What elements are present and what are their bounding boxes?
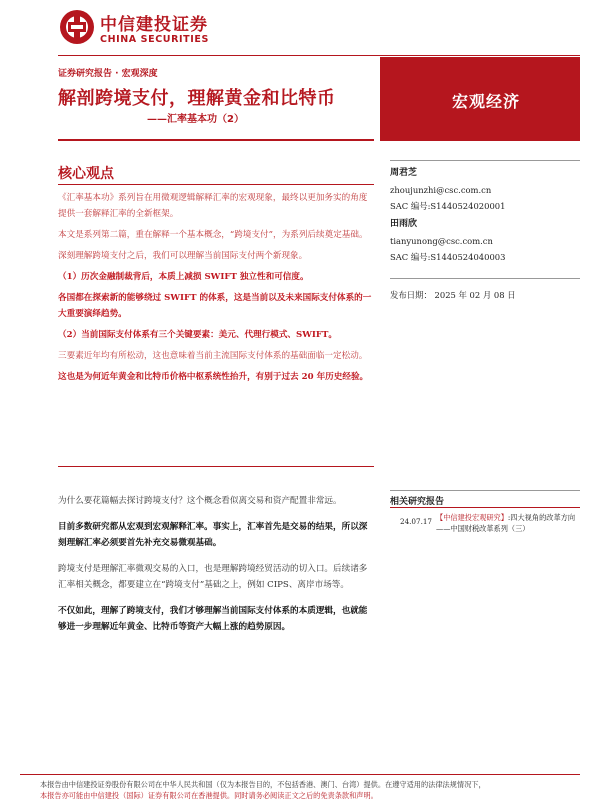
core-paragraph: （1）历次金融制裁背后，本质上减损 SWIFT 独立性和可信度。 xyxy=(58,272,309,282)
publish-date-label: 发布日期： xyxy=(390,290,432,300)
core-view-section xyxy=(58,190,374,390)
related-item-text: :四大视角的改革方向——中国财税改革系列（三） xyxy=(436,513,576,533)
related-item-date: 24.07.17 xyxy=(400,517,433,526)
analyst-bottom-divider xyxy=(390,278,580,279)
core-paragraph: 本文是系列第二篇，重在解释一个基本概念，“跨境支付”，为系列后续奠定基础。 xyxy=(58,230,368,240)
body-paragraph: 不仅如此，理解了跨境支付，我们才够理解当前国际支付体系的本质逻辑，也就能够进一步理解近年黄金、比特币等资产大幅上涨的趋势原因。 xyxy=(58,606,368,632)
related-item-tag: 【中信建投宏观研究】 xyxy=(436,513,508,522)
related-research-heading: 相关研究报告 xyxy=(390,497,445,507)
body-paragraph: 跨境支付是理解汇率微观交易的入口，也是理解跨境经贸活动的切入口。后续诸多汇率相关概念，都要建立在“跨境支付”基础之上，例如 CIPS、离岸市场等。 xyxy=(58,564,368,590)
disclaimer-line: 本报告由中信建投证券股份有限公司在中华人民共和国（仅为本报告目的，不包括香港、澳门、台湾）提供。在遵守适用的法律法规情况下， xyxy=(40,780,486,789)
company-logo-icon xyxy=(58,8,96,46)
related-heading-divider xyxy=(390,507,580,508)
core-view-bottom-divider xyxy=(58,466,374,467)
core-paragraph: 三要素近年均有所松动，这也意味着当前主流国际支付体系的基础面临一定松动。 xyxy=(58,351,368,361)
core-paragraph: 深刻理解跨境支付之后，我们可以理解当前国际支付两个新现象。 xyxy=(58,251,308,261)
category-banner xyxy=(380,57,580,141)
body-paragraph: 为什么要花篇幅去探讨跨境支付？这个概念看似离交易和资产配置非常远。 xyxy=(58,496,342,506)
analyst-email: tianyunong@csc.com.cn xyxy=(390,236,493,246)
core-paragraph: 各国都在探索新的能够绕过 SWIFT 的体系，这是当前以及未来国际支付体系的一大重要演绎趋势。 xyxy=(58,293,372,319)
report-title: 解剖跨境支付，理解黄金和比特币 xyxy=(58,88,336,109)
related-item-title[interactable] xyxy=(436,512,586,534)
core-paragraph: （2）当前国际支付体系有三个关键要素：美元、代理行模式、SWIFT。 xyxy=(58,330,337,340)
title-divider xyxy=(58,139,374,141)
brand-name-cn: 中信建投证券 xyxy=(100,15,208,35)
core-view-divider xyxy=(58,184,374,185)
core-paragraph: 《汇率基本功》系列旨在用微观逻辑解释汇率的宏观现象，最终以更加务实的角度提供一套解释汇率的全新框架。 xyxy=(58,193,368,219)
body-paragraph: 目前多数研究都从宏观到宏观解释汇率。事实上，汇率首先是交易的结果，所以深刻理解汇率必须要首先补充交易微观基础。 xyxy=(58,522,368,548)
related-top-divider xyxy=(390,490,580,491)
footer-divider xyxy=(20,774,580,775)
disclaimer xyxy=(40,779,580,800)
disclaimer-line: 本报告亦可能由中信建投（国际）证券有限公司在香港提供。同时请务必阅读正文之后的免责条款和声明。 xyxy=(40,791,378,800)
report-subtitle: ——汇率基本功（2） xyxy=(147,114,244,125)
analyst-top-divider xyxy=(390,160,580,161)
publish-date xyxy=(390,289,516,301)
company-logo xyxy=(58,8,228,50)
core-paragraph: 这也是为何近年黄金和比特币价格中枢系统性抬升，有别于过去 20 年历史经验。 xyxy=(58,372,369,382)
analyst-info xyxy=(390,165,580,265)
body-section xyxy=(58,493,374,645)
header-divider xyxy=(58,55,580,56)
category-label: 宏观经济 xyxy=(452,92,521,111)
publish-date-value: 2025 年 02 月 08 日 xyxy=(434,290,516,300)
analyst-sac-number: SAC 编号:S1440524040003 xyxy=(390,252,506,262)
analyst-sac-number: SAC 编号:S1440524020001 xyxy=(390,201,506,211)
analyst-email: zhoujunzhi@csc.com.cn xyxy=(390,185,492,195)
brand-name-en: CHINA SECURITIES xyxy=(100,34,209,45)
report-series: 证券研究报告 · 宏观深度 xyxy=(58,69,158,79)
analyst-name: 田雨欣 xyxy=(390,219,418,229)
analyst-name: 周君芝 xyxy=(390,168,418,178)
core-view-heading: 核心观点 xyxy=(58,166,114,182)
